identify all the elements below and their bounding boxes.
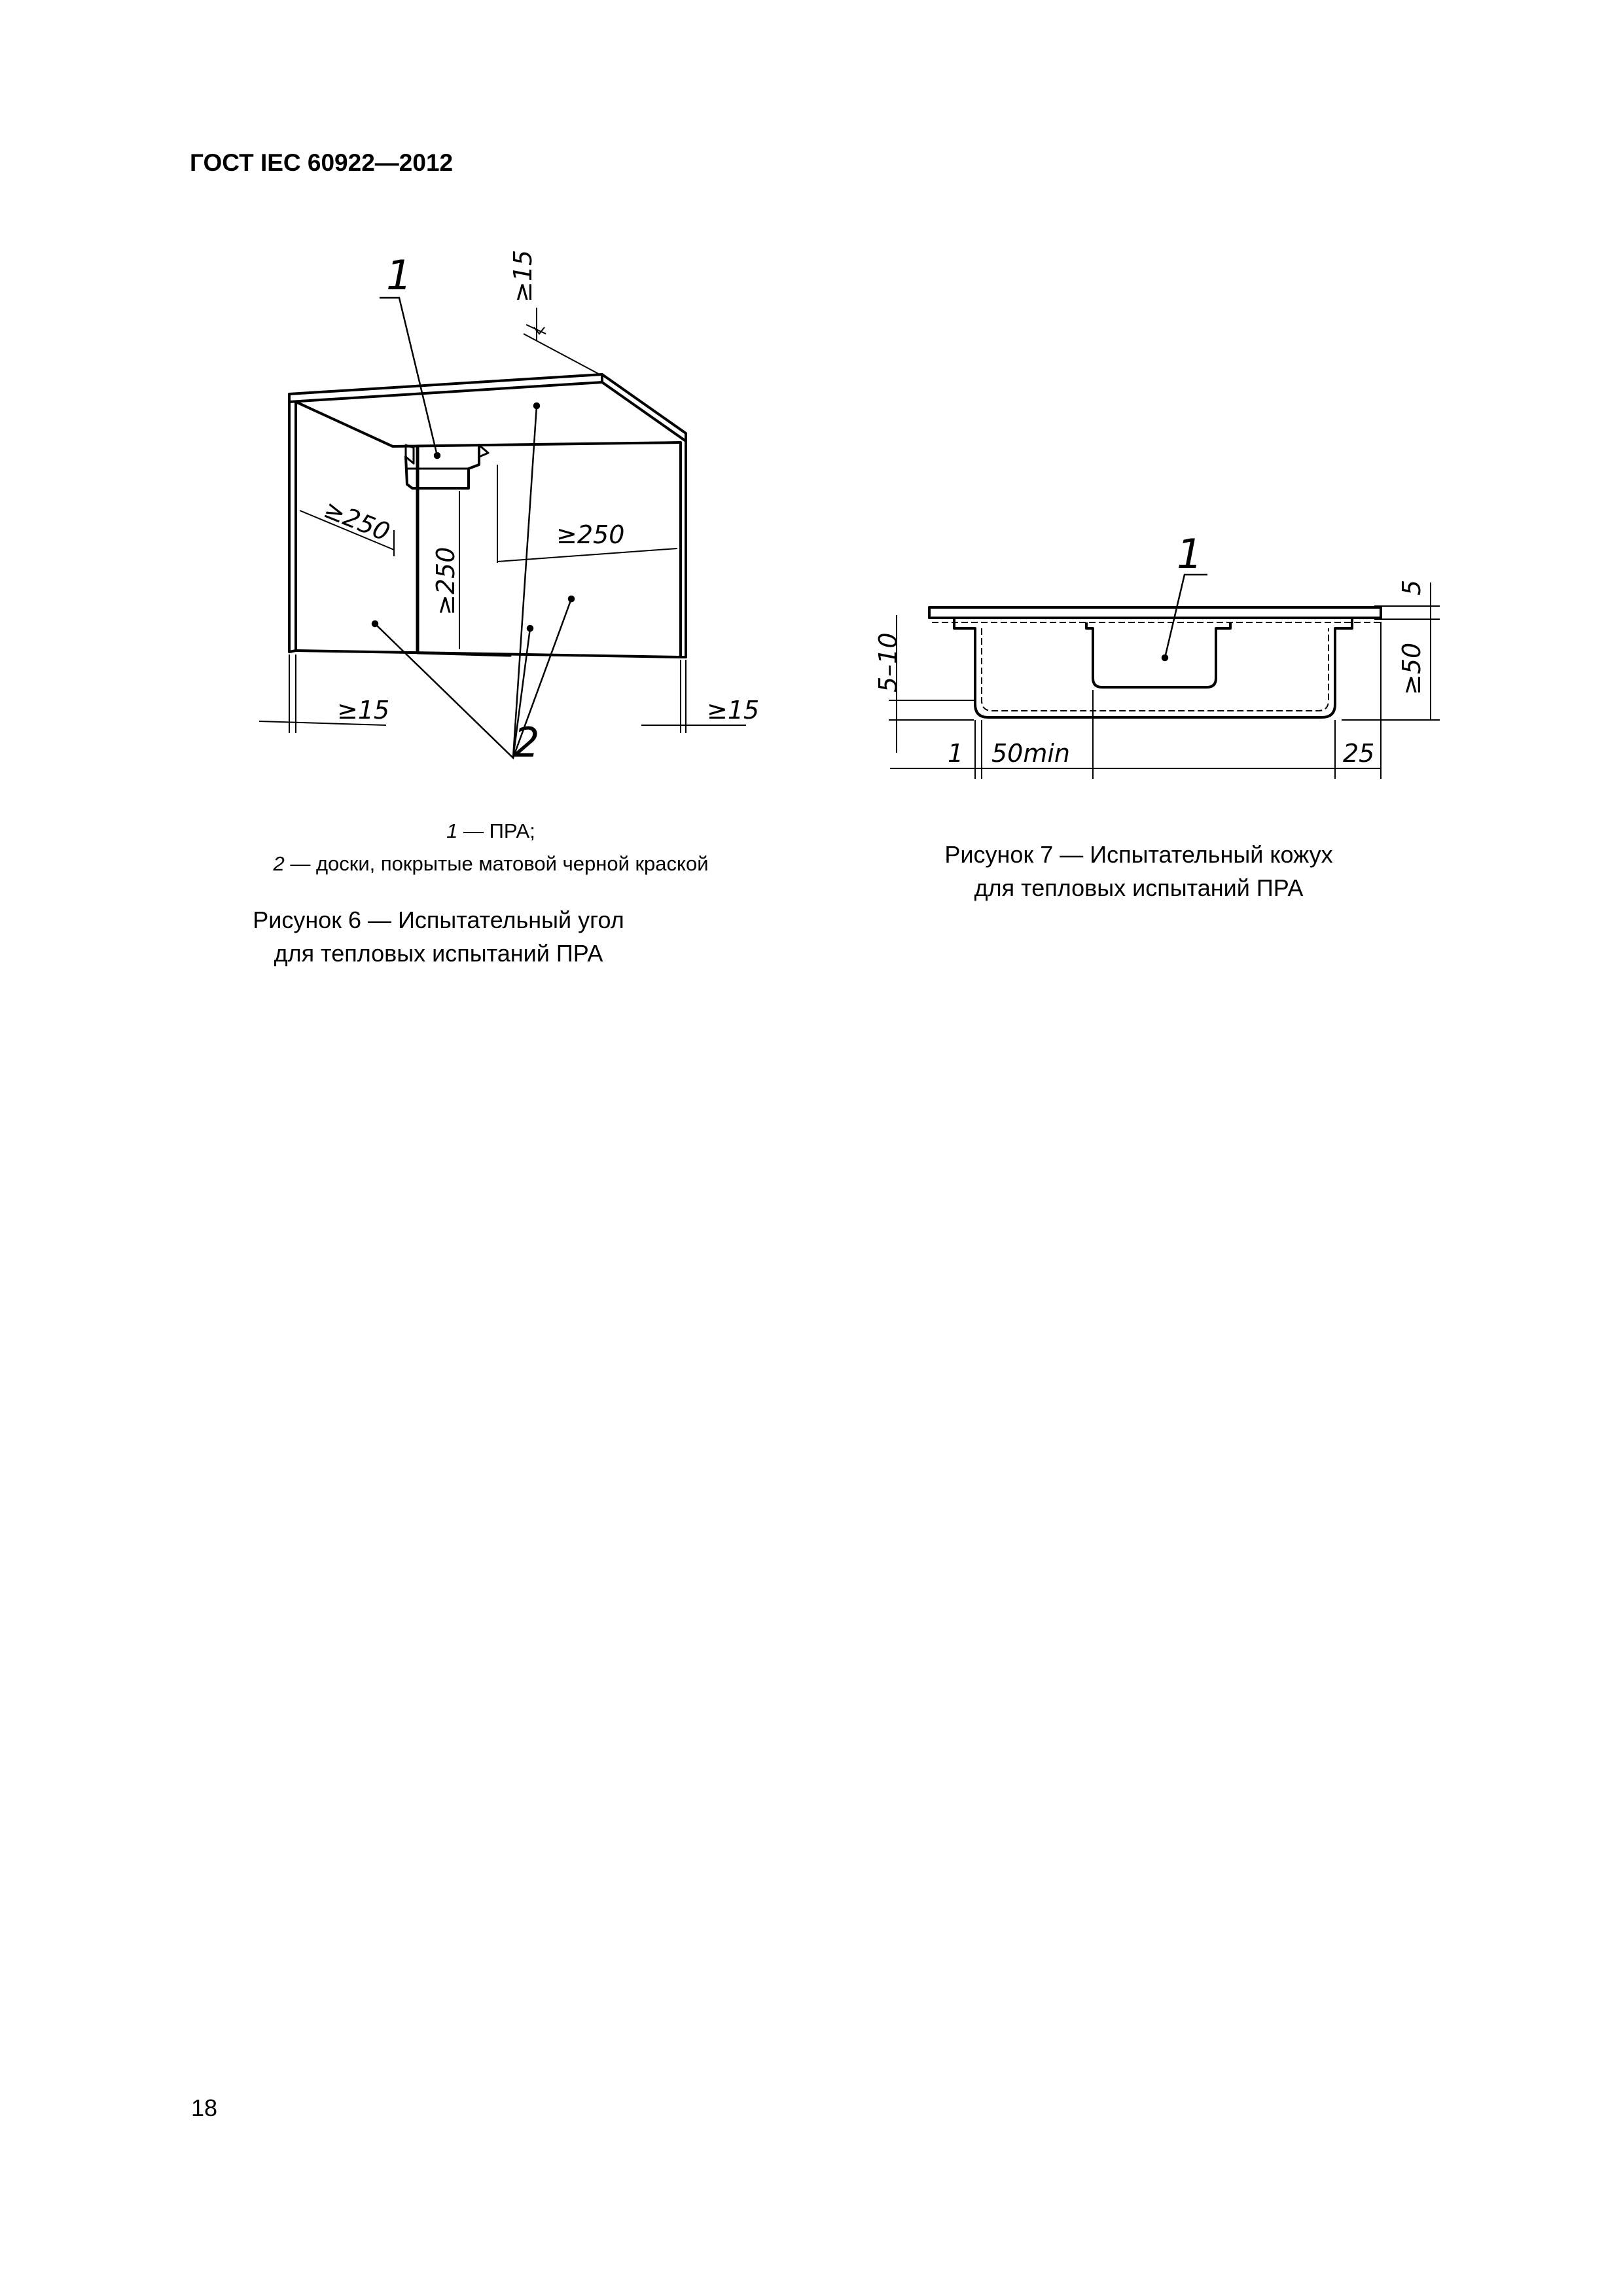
ballast: [1086, 622, 1230, 687]
legend-item-1: 1 — ПРА;: [446, 819, 535, 842]
right-board: [681, 441, 686, 657]
dim-vertical: ≥250: [431, 547, 460, 615]
callout-2: 2: [514, 719, 540, 766]
callout-1: 1: [1177, 530, 1203, 578]
figure-7-caption: Рисунок 7 — Испытательный кожух для тепловых испытаний ПРА: [944, 841, 1333, 901]
dim-right-bottom: ≥15: [707, 696, 760, 725]
left-board: [289, 402, 296, 652]
figure-7-test-enclosure: [874, 524, 1492, 798]
dim-flange: 25: [1343, 739, 1375, 768]
dim-top-thickness: 5: [1397, 579, 1426, 596]
enclosure-outline: [954, 618, 1352, 717]
figure-6-test-corner: [249, 249, 785, 785]
figure-6-caption: Рисунок 6 — Испытательный угол для тепловых испытаний ПРА: [253, 906, 624, 967]
dim-left-bottom: ≥15: [337, 696, 390, 725]
top-board: [289, 374, 602, 402]
dim-gap: 5–10: [874, 632, 902, 692]
dim-height: ≥50: [1397, 642, 1426, 695]
dim-right-depth: ≥250: [556, 520, 625, 549]
dim-wall: 1: [948, 739, 964, 768]
dim-top-gap: ≥15: [508, 249, 537, 302]
figure-6-legend: [196, 815, 785, 880]
dim-left-depth: ≥250: [319, 494, 394, 547]
dim-width: 50min: [991, 739, 1071, 768]
callout-1: 1: [386, 251, 412, 299]
top-board: [929, 607, 1381, 618]
document-header: ГОСТ IEC 60922—2012: [190, 149, 454, 176]
legend-item-2: 2 — доски, покрытые матовой черной краской: [273, 852, 709, 875]
page-number: 18: [191, 2094, 218, 2121]
